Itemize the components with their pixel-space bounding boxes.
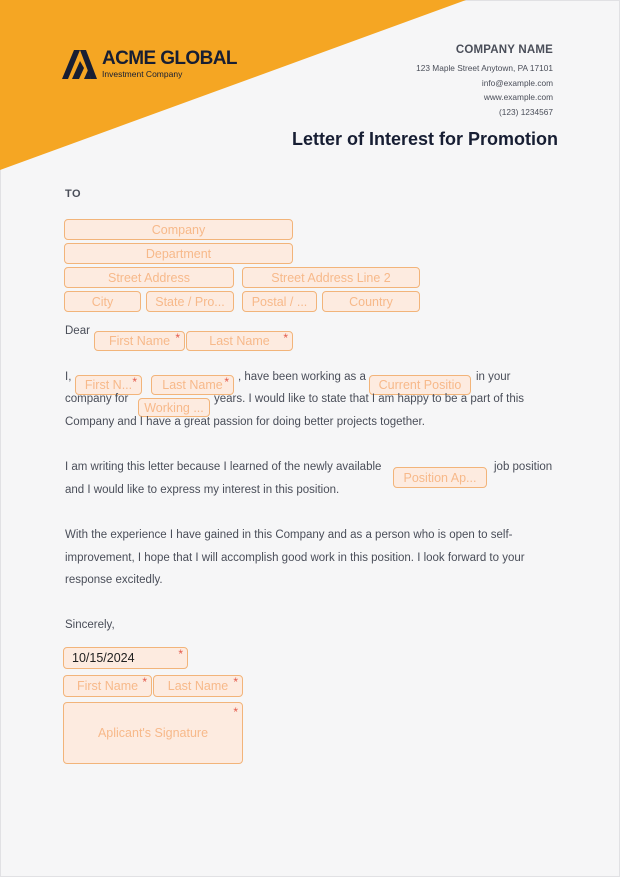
closing-last-name-field[interactable] bbox=[153, 675, 243, 697]
recipient-city-field[interactable] bbox=[64, 291, 141, 312]
recipient-state-field[interactable] bbox=[146, 291, 234, 312]
p1-current-position-field[interactable] bbox=[369, 375, 471, 395]
company-logo bbox=[62, 48, 237, 80]
p2-position-applied-field[interactable] bbox=[393, 467, 487, 488]
required-mark: * bbox=[233, 705, 238, 719]
p1-working-years-field[interactable] bbox=[138, 398, 210, 417]
recipient-street-field[interactable] bbox=[64, 267, 234, 288]
signature-placeholder: Aplicant's Signature bbox=[97, 726, 209, 740]
recipient-street-placeholder: Street Address bbox=[108, 270, 190, 285]
p1-text1: , have been working as a bbox=[238, 371, 366, 383]
company-website: www.example.com bbox=[483, 92, 553, 102]
p1-text5: Company and I have a great passion for doing better projects together. bbox=[65, 416, 425, 428]
p2-position-applied-placeholder: Position Ap... bbox=[403, 470, 477, 485]
p2-text3: and I would like to express my interest in this position. bbox=[65, 484, 340, 496]
date-field[interactable] bbox=[63, 647, 188, 669]
required-mark: * bbox=[175, 331, 180, 345]
company-phone: (123) 1234567 bbox=[499, 106, 553, 117]
logo-mark-icon bbox=[62, 48, 98, 80]
recipient-city-placeholder: City bbox=[91, 294, 114, 309]
salutation-last-name-field[interactable] bbox=[186, 331, 293, 351]
recipient-company-placeholder: Company bbox=[151, 222, 206, 237]
p2-text2: job position bbox=[494, 461, 553, 473]
required-mark: * bbox=[178, 647, 183, 661]
p1-last-name-placeholder: Last Name bbox=[162, 378, 223, 392]
salutation-first-name-field[interactable] bbox=[94, 331, 185, 351]
p1-text4: years. I would like to state that I am happy to be a part of this bbox=[214, 393, 525, 405]
salutation-first-name-placeholder: First Name bbox=[108, 334, 171, 348]
logo-title: ACME GLOBAL bbox=[102, 48, 237, 69]
recipient-department-placeholder: Department bbox=[145, 246, 212, 261]
p2-text1: I am writing this letter because I learned of the newly available bbox=[65, 461, 382, 473]
recipient-country-field[interactable] bbox=[322, 291, 420, 312]
sincerely-text: Sincerely, bbox=[65, 619, 115, 631]
signature-field[interactable] bbox=[63, 702, 243, 764]
p3-line3: response excitedly. bbox=[65, 574, 163, 586]
recipient-postal-placeholder: Postal / ... bbox=[251, 294, 308, 309]
p1-first-name-placeholder: First N... bbox=[84, 378, 133, 392]
recipient-state-placeholder: State / Pro... bbox=[155, 294, 225, 309]
recipient-postal-field[interactable] bbox=[242, 291, 317, 312]
p1-first-name-field[interactable] bbox=[75, 375, 142, 395]
recipient-country-placeholder: Country bbox=[349, 294, 393, 309]
logo-tagline: Investment Company bbox=[102, 69, 183, 79]
required-mark: * bbox=[142, 675, 147, 689]
date-value: 10/15/2024 bbox=[72, 651, 135, 665]
company-info bbox=[416, 44, 553, 119]
recipient-department-field[interactable] bbox=[64, 243, 293, 264]
to-label: TO bbox=[65, 188, 82, 200]
p1-text2: in your bbox=[476, 371, 511, 383]
p3-line2: improvement, I hope that I will accomplish good work in this position. I look forward to your bbox=[65, 552, 525, 564]
closing-first-name-field[interactable] bbox=[63, 675, 152, 697]
recipient-street2-placeholder: Street Address Line 2 bbox=[271, 270, 391, 285]
p1-text3: company for bbox=[65, 393, 129, 405]
closing-first-name-placeholder: First Name bbox=[76, 679, 139, 693]
dear-text: Dear bbox=[65, 325, 90, 337]
salutation-last-name-placeholder: Last Name bbox=[209, 334, 270, 348]
company-address: 123 Maple Street Anytown, PA 17101 bbox=[416, 63, 553, 73]
p1-i-text: I, bbox=[65, 371, 72, 383]
required-mark: * bbox=[283, 331, 288, 345]
required-mark: * bbox=[224, 375, 229, 389]
recipient-company-field[interactable] bbox=[64, 219, 293, 240]
p1-working-years-placeholder: Working ... bbox=[144, 400, 204, 415]
p1-current-position-placeholder: Current Positio bbox=[378, 378, 462, 392]
p1-last-name-field[interactable] bbox=[151, 375, 234, 395]
company-email: info@example.com bbox=[481, 77, 553, 88]
company-name: COMPANY NAME bbox=[455, 44, 553, 56]
closing-last-name-placeholder: Last Name bbox=[167, 679, 229, 693]
p3-line1: With the experience I have gained in this Company and as a person who is open to self- bbox=[65, 529, 513, 541]
recipient-street2-field[interactable] bbox=[242, 267, 420, 288]
required-mark: * bbox=[132, 375, 137, 389]
required-mark: * bbox=[233, 675, 238, 689]
document-title: Letter of Interest for Promotion bbox=[291, 129, 558, 149]
